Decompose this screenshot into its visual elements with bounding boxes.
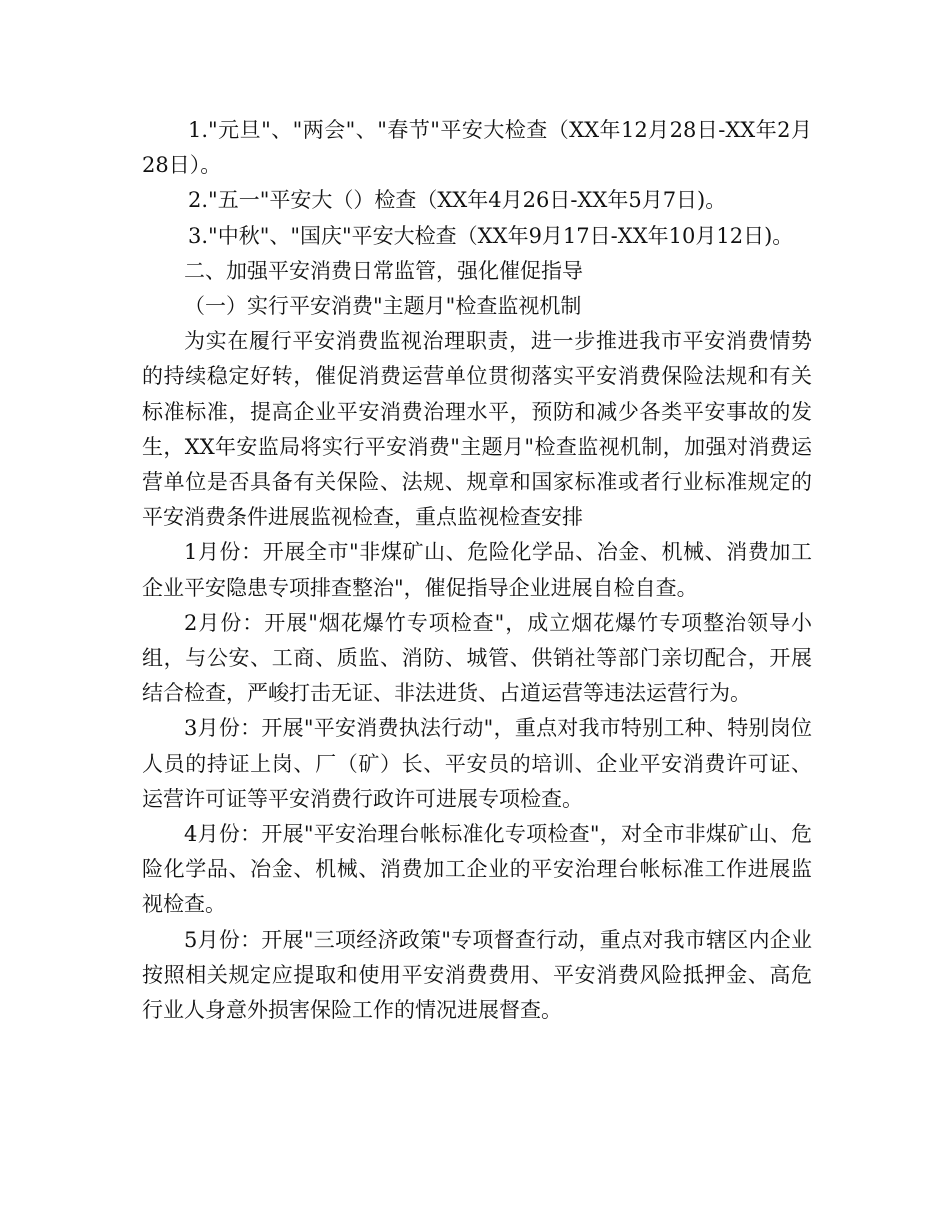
paragraph-item-1: 1."元旦"、"两会"、"春节"平安大检查（XX年12月28日-XX年2月28日）。	[142, 118, 812, 178]
paragraph-item-2: 2."五一"平安大（）检查（XX年4月26日-XX年5月7日)。	[188, 188, 727, 213]
month-paragraph-5: 5月份：开展"三项经济政策"专项督查行动，重点对我市辖区内企业按照相关规定应提取和使用平安消费费用、平安消费风险抵押金、高危行业人身意外损害保险工作的情况进展督查。	[142, 927, 812, 1023]
month-paragraph-3: 3月份：开展"平安消费执法行动"，重点对我市特别工种、特别岗位人员的持证上岗、厂（矿）长、平安员的培训、企业平安消费许可证、运营许可证等平安消费行政许可进展专项检查。	[142, 716, 812, 811]
month-paragraph-2: 2月份：开展"烟花爆竹专项检查"，成立烟花爆竹专项整治领导小组，与公安、工商、质监、消防、城管、供销社等部门亲切配合，开展结合检查，严峻打击无证、非法进货、占道运营等违法运营行为。	[142, 610, 812, 706]
month-paragraph-4: 4月份：开展"平安治理台帐标准化专项检查"，对全市非煤矿山、危险化学品、冶金、机械、消费加工企业的平安治理台帐标准工作进展监视检查。	[142, 822, 812, 917]
body-paragraph: 为实在履行平安消费监视治理职责，进一步推进我市平安消费情势的持续稳定好转，催促消费运营单位贯彻落实平安消费保险法规和有关标准标准，提高企业平安消费治理水平，预防和减少各类平安事故的发生，XX年安监局将实行平安消费"主题月"检查监视机制，加强对消费运营单位是否具备有关保险、法规、规章和国家标准或者行业标准规定的平安消费条件进展监视检查，重点监视检查安排	[142, 329, 812, 530]
document-body	[142, 113, 812, 1028]
subsection-heading: （一）实行平安消费"主题月"检查监视机制	[184, 294, 582, 319]
month-paragraph-1: 1月份：开展全市"非煤矿山、危险化学品、冶金、机械、消费加工企业平安隐患专项排查整治"，催促指导企业进展自检自查。	[142, 540, 812, 600]
section-heading: 二、加强平安消费日常监管，强化催促指导	[184, 258, 583, 283]
paragraph-item-3: 3."中秋"、"国庆"平安大检查（XX年9月17日-XX年10月12日)。	[188, 223, 794, 248]
